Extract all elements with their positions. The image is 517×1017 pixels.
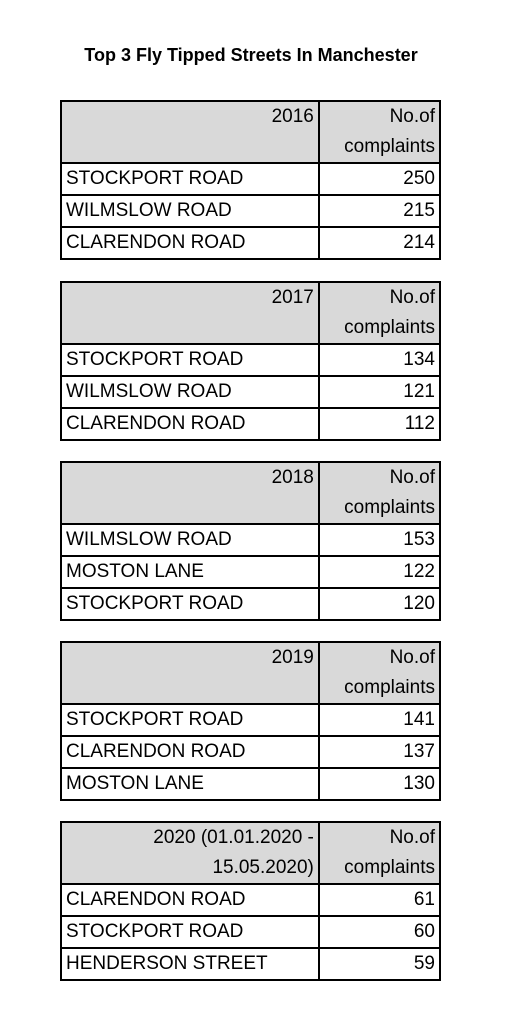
count-cell: 137 — [319, 736, 440, 768]
count-header-cell — [319, 462, 440, 524]
table-row — [61, 408, 440, 440]
count-header-line2: complaints — [344, 677, 435, 698]
table-2019 — [60, 641, 441, 801]
count-header-line2: complaints — [344, 317, 435, 338]
street-cell: CLARENDON ROAD — [61, 736, 319, 768]
table-row — [61, 344, 440, 376]
street-cell: STOCKPORT ROAD — [61, 704, 319, 736]
count-header-line2: complaints — [344, 857, 435, 878]
table-row — [61, 524, 440, 556]
year-header-cell — [61, 642, 319, 704]
year-label-line2: 15.05.2020) — [212, 857, 314, 878]
table-header-row — [61, 282, 440, 344]
count-cell: 122 — [319, 556, 440, 588]
street-cell: STOCKPORT ROAD — [61, 163, 319, 195]
street-cell: MOSTON LANE — [61, 556, 319, 588]
count-cell: 215 — [319, 195, 440, 227]
count-header-line1: No.of — [389, 647, 435, 668]
count-header-cell — [319, 101, 440, 163]
count-cell: 60 — [319, 916, 440, 948]
street-cell: WILMSLOW ROAD — [61, 376, 319, 408]
count-cell: 112 — [319, 408, 440, 440]
table-row — [61, 884, 440, 916]
table-2017 — [60, 281, 441, 441]
year-label: 2020 (01.01.2020 - — [153, 827, 314, 848]
table-row — [61, 556, 440, 588]
year-label: 2017 — [271, 287, 314, 308]
count-header-line2: complaints — [344, 497, 435, 518]
table-2016 — [60, 100, 441, 260]
year-label: 2018 — [271, 467, 314, 488]
table-row — [61, 948, 440, 980]
table-row — [61, 163, 440, 195]
year-label: 2019 — [271, 647, 314, 668]
table-row — [61, 704, 440, 736]
count-header-cell — [319, 642, 440, 704]
street-cell: MOSTON LANE — [61, 768, 319, 800]
table-header-row — [61, 101, 440, 163]
street-cell: CLARENDON ROAD — [61, 884, 319, 916]
count-cell: 130 — [319, 768, 440, 800]
count-cell: 120 — [319, 588, 440, 620]
count-header-line1: No.of — [389, 827, 435, 848]
year-header-cell — [61, 822, 319, 884]
street-cell: STOCKPORT ROAD — [61, 588, 319, 620]
count-cell: 153 — [319, 524, 440, 556]
count-header-line1: No.of — [389, 287, 435, 308]
table-row — [61, 376, 440, 408]
table-row — [61, 916, 440, 948]
street-cell: WILMSLOW ROAD — [61, 195, 319, 227]
count-header-line1: No.of — [389, 106, 435, 127]
table-row — [61, 588, 440, 620]
page-title: Top 3 Fly Tipped Streets In Manchester — [84, 45, 418, 65]
street-cell: HENDERSON STREET — [61, 948, 319, 980]
street-cell: WILMSLOW ROAD — [61, 524, 319, 556]
count-cell: 214 — [319, 227, 440, 259]
count-header-cell — [319, 822, 440, 884]
count-cell: 61 — [319, 884, 440, 916]
table-2018 — [60, 461, 441, 621]
year-header-cell — [61, 101, 319, 163]
count-cell: 250 — [319, 163, 440, 195]
count-header-line2: complaints — [344, 136, 435, 157]
count-cell: 121 — [319, 376, 440, 408]
year-header-cell — [61, 282, 319, 344]
table-row — [61, 768, 440, 800]
street-cell: CLARENDON ROAD — [61, 408, 319, 440]
count-header-line1: No.of — [389, 467, 435, 488]
street-cell: CLARENDON ROAD — [61, 227, 319, 259]
street-cell: STOCKPORT ROAD — [61, 916, 319, 948]
table-header-row — [61, 822, 440, 884]
street-cell: STOCKPORT ROAD — [61, 344, 319, 376]
table-row — [61, 736, 440, 768]
count-cell: 134 — [319, 344, 440, 376]
year-label: 2016 — [271, 106, 314, 127]
table-row — [61, 227, 440, 259]
table-2020 — [60, 821, 441, 981]
count-cell: 141 — [319, 704, 440, 736]
count-header-cell — [319, 282, 440, 344]
table-row — [61, 195, 440, 227]
year-header-cell — [61, 462, 319, 524]
count-cell: 59 — [319, 948, 440, 980]
table-header-row — [61, 462, 440, 524]
table-header-row — [61, 642, 440, 704]
